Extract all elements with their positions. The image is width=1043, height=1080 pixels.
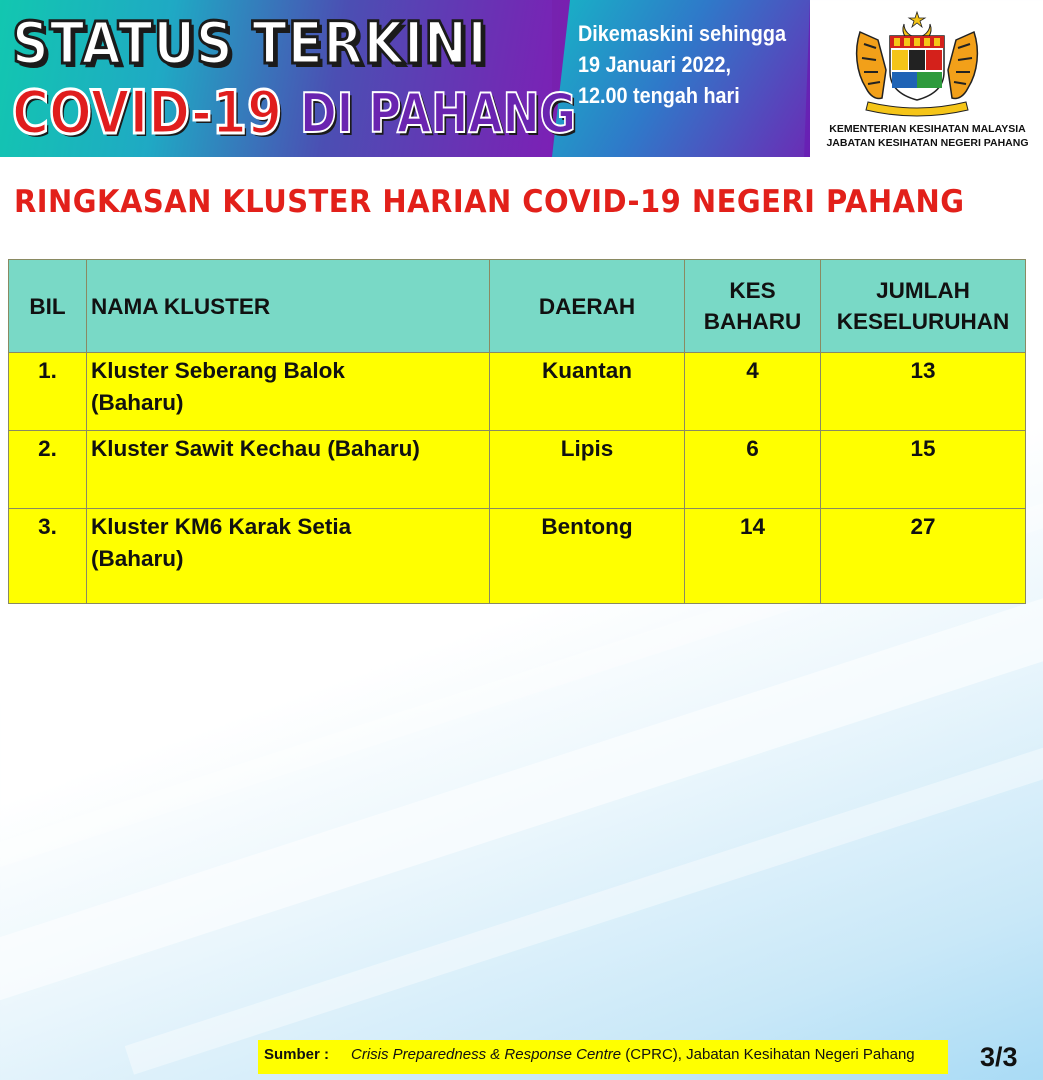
table-header-row <box>9 260 1026 353</box>
column-header-nama-kluster: NAMA KLUSTER <box>87 260 490 353</box>
cluster-name-line2: (Baharu) <box>91 546 184 571</box>
cell-bil: 1. <box>9 353 87 431</box>
updated-time: 12.00 tengah hari <box>578 83 740 108</box>
cell-nama-kluster <box>87 431 490 509</box>
banner-title-covid: COVID-19 <box>12 78 283 148</box>
source-note <box>258 1040 948 1074</box>
cell-nama-kluster <box>87 353 490 431</box>
source-institution: Crisis Preparedness & Response Centre <box>351 1046 622 1063</box>
cell-daerah: Kuantan <box>490 353 685 431</box>
cell-kes-baharu: 14 <box>685 509 821 604</box>
cell-jumlah: 27 <box>821 509 1026 604</box>
column-header-kes-line1: KES <box>729 278 776 303</box>
column-header-jumlah-line1: JUMLAH <box>876 278 970 303</box>
updated-notice <box>578 18 786 111</box>
cluster-name-line1: Kluster Seberang Balok <box>91 358 345 383</box>
banner-title-status: STATUS TERKINI <box>12 9 488 77</box>
banner-title-location: DI PAHANG <box>300 82 577 145</box>
updated-line: Dikemaskini sehingga <box>578 21 786 46</box>
cell-jumlah: 13 <box>821 353 1026 431</box>
cell-bil: 3. <box>9 509 87 604</box>
column-header-jumlah-line2: KESELURUHAN <box>836 309 1010 334</box>
cell-nama-kluster <box>87 509 490 604</box>
ministry-label <box>812 122 1043 150</box>
table-row <box>9 353 1026 431</box>
coat-of-arms-icon <box>852 10 982 118</box>
column-header-daerah: DAERAH <box>490 260 685 353</box>
header-banner <box>0 0 810 157</box>
cluster-table <box>8 259 1026 604</box>
ministry-name: KEMENTERIAN KESIHATAN MALAYSIA <box>829 123 1026 135</box>
page-title: RINGKASAN KLUSTER HARIAN COVID-19 NEGERI PAHANG <box>14 184 965 220</box>
updated-date: 19 Januari 2022, <box>578 52 732 77</box>
cell-daerah: Lipis <box>490 431 685 509</box>
column-header-bil: BIL <box>9 260 87 353</box>
cell-jumlah: 15 <box>821 431 1026 509</box>
table-row <box>9 431 1026 509</box>
column-header-kes-line2: BAHARU <box>703 309 802 334</box>
cluster-name-line2: (Baharu) <box>91 390 184 415</box>
source-rest: (CPRC), Jabatan Kesihatan Negeri Pahang <box>621 1046 915 1063</box>
cluster-name-line1: Kluster Sawit Kechau (Baharu) <box>91 436 420 461</box>
table-row <box>9 509 1026 604</box>
cluster-name-line1: Kluster KM6 Karak Setia <box>91 514 352 539</box>
page-number: 3/3 <box>980 1042 1018 1072</box>
cell-kes-baharu: 6 <box>685 431 821 509</box>
column-header-jumlah <box>821 260 1026 353</box>
cell-bil: 2. <box>9 431 87 509</box>
cell-daerah: Bentong <box>490 509 685 604</box>
cell-kes-baharu: 4 <box>685 353 821 431</box>
column-header-kes-baharu <box>685 260 821 353</box>
department-name: JABATAN KESIHATAN NEGERI PAHANG <box>826 137 1029 149</box>
source-label: Sumber : <box>264 1046 330 1063</box>
